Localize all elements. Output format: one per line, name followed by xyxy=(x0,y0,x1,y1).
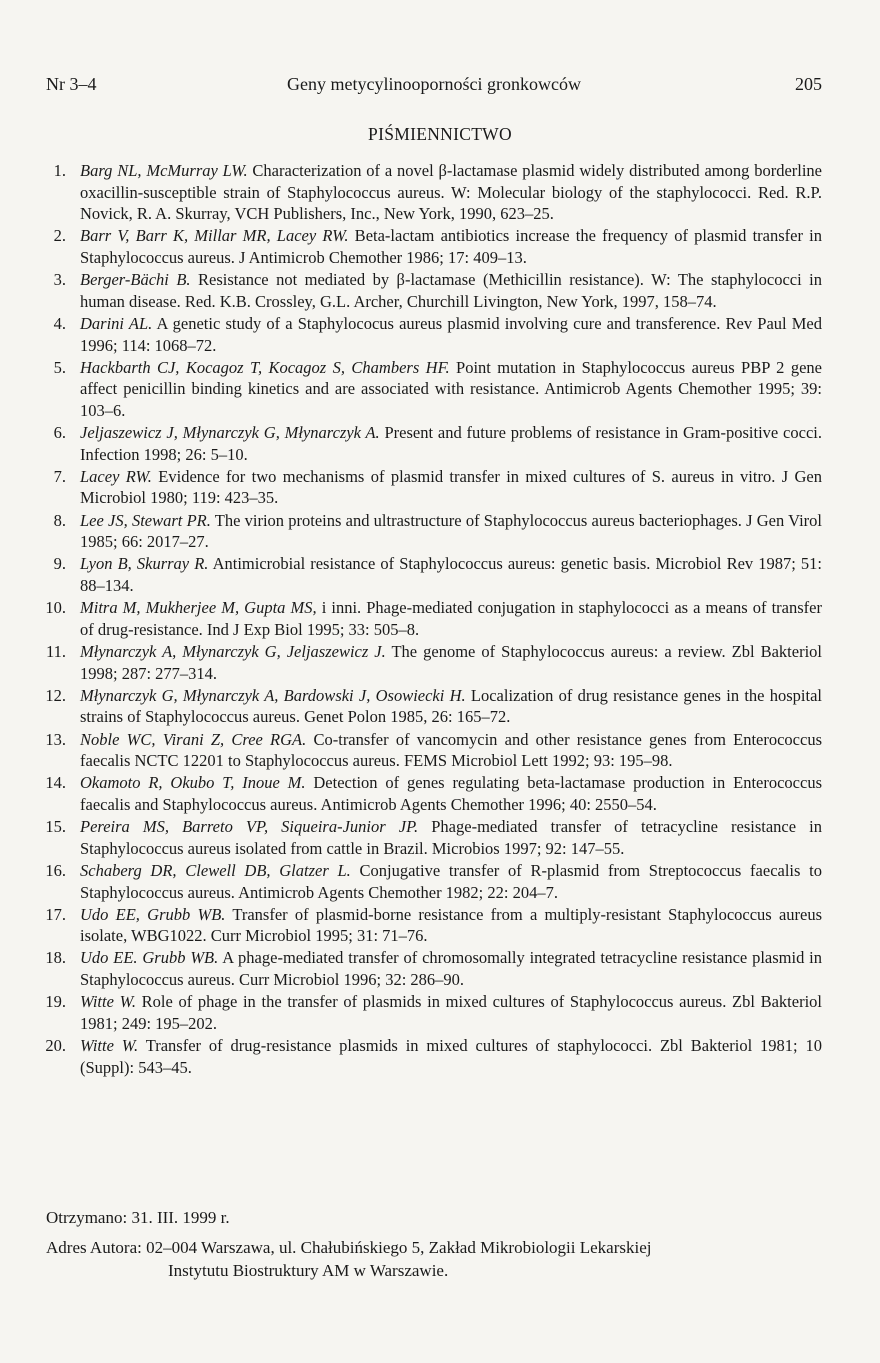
reference-item xyxy=(34,269,822,312)
reference-number: 5. xyxy=(53,357,66,377)
reference-authors: Udo EE. Grubb WB. xyxy=(80,948,219,968)
reference-text: Characterization of a novel β-lactamase plasmid widely distributed among borderline oxacillin-susceptible strain of Staphylococcus aureus. W: Molecular biology of the staphylococci. Red. R.P. Novick, R. A. Skurray, VCH Publishers, Inc., New York, 1990, 623–25. xyxy=(80,161,823,224)
reference-item xyxy=(34,772,822,815)
reference-item xyxy=(34,597,822,640)
reference-authors: Berger-Bächi B. xyxy=(80,270,191,290)
article-footer xyxy=(46,1206,826,1282)
reference-list xyxy=(34,160,822,1079)
reference-text: The virion proteins and ultrastructure of Staphylococcus aureus bacteriophages. J Gen Virol 1985; 66: 2017–27. xyxy=(80,510,822,552)
reference-text: Resistance not mediated by β-lactamase (Methicillin resistance). W: The staphylococci in human disease. Red. K.B. Crossley, G.L. Archer, Churchill Livington, New York, 1997, 158–74. xyxy=(80,270,822,311)
reference-item xyxy=(34,860,822,903)
reference-text: Transfer of drug-resistance plasmids in mixed cultures of staphylococci. Zbl Bakteriol 1981; 10 (Suppl): 543–45. xyxy=(80,1036,822,1077)
reference-authors: Hackbarth CJ, Kocagoz T, Kocagoz S, Chambers HF. xyxy=(80,357,450,377)
reference-text: Co-transfer of vancomycin and other resistance genes from Enterococcus faecalis NCTC 12201 to Staphylococcus aureus. FEMS Microbiol Lett 1992; 93: 195–98. xyxy=(80,729,822,771)
reference-authors: Noble WC, Virani Z, Cree RGA. xyxy=(80,729,307,749)
reference-authors: Schaberg DR, Clewell DB, Glatzer L. xyxy=(80,860,351,880)
reference-number: 12. xyxy=(45,685,66,705)
reference-text: Phage-mediated transfer of tetracycline resistance in Staphylococcus aureus isolated from cattle in Brazil. Microbios 1997; 92: 147–55. xyxy=(80,817,822,858)
issue-number: Nr 3–4 xyxy=(46,74,97,94)
reference-authors: Młynarczyk G, Młynarczyk A, Bardowski J, Osowiecki H. xyxy=(80,685,466,705)
reference-item xyxy=(34,641,822,684)
section-title: PIŚMIENNICTWO xyxy=(368,124,512,144)
reference-text: Role of phage in the transfer of plasmids in mixed cultures of Staphylococcus aureus. Zbl Bakteriol 1981; 249: 195–202. xyxy=(80,992,822,1033)
reference-authors: Lee JS, Stewart PR. xyxy=(80,510,211,530)
reference-authors: Młynarczyk A, Młynarczyk G, Jeljaszewicz J. xyxy=(80,642,386,661)
reference-item xyxy=(34,160,822,225)
reference-authors: Pereira MS, Barreto VP, Siqueira-Junior JP. xyxy=(80,817,419,837)
reference-text: Present and future problems of resistance in Gram-positive cocci. Infection 1998; 26: 5–10. xyxy=(80,423,822,464)
reference-item xyxy=(34,947,822,990)
reference-authors: Jeljaszewicz J, Młynarczyk G, Młynarczyk A. xyxy=(80,423,380,443)
reference-authors: Darini AL. xyxy=(80,313,153,333)
reference-item xyxy=(34,422,822,465)
reference-authors: Lacey RW. xyxy=(80,466,152,486)
reference-authors: Barr V, Barr K, Millar MR, Lacey RW. xyxy=(80,226,349,246)
author-address-institution: Instytutu Biostruktury AM w Warszawie. xyxy=(168,1261,449,1280)
reference-authors: Lyon B, Skurray R. xyxy=(80,554,209,574)
reference-number: 10. xyxy=(45,598,66,618)
reference-item xyxy=(34,466,822,509)
reference-text: A phage-mediated transfer of chromosomally integrated tetracycline resistance plasmid in Staphylococcus aureus. Curr Microbiol 1996; 32: 286–90. xyxy=(80,948,822,990)
reference-item xyxy=(34,991,822,1034)
reference-item xyxy=(34,1035,822,1078)
page-header xyxy=(46,74,822,98)
received-date: Otrzymano: 31. III. 1999 r. xyxy=(46,1208,230,1227)
reference-text: Evidence for two mechanisms of plasmid transfer in mixed cultures of S. aureus in vitro. J Gen Microbiol 1980; 119: 423–35. xyxy=(80,466,822,508)
reference-item xyxy=(34,685,822,728)
reference-item xyxy=(34,510,822,553)
reference-number: 13. xyxy=(45,729,66,749)
reference-authors: Barg NL, McMurray LW. xyxy=(80,161,248,180)
reference-authors: Witte W. xyxy=(80,1036,139,1056)
reference-text: Localization of drug resistance genes in the hospital strains of Staphylococcus aureus. Genet Polon 1985, 26: 165–72. xyxy=(80,685,822,727)
reference-number: 8. xyxy=(53,510,66,530)
reference-text: Beta-lactam antibiotics increase the frequency of plasmid transfer in Staphylococcus aureus. J Antimicrob Chemother 1986; 17: 409–13. xyxy=(80,226,822,267)
reference-number: 14. xyxy=(45,773,66,793)
reference-text: Conjugative transfer of R-plasmid from Streptococcus faecalis to Staphylococcus aureus. Antimicrob Agents Chemother 1982; 22: 204–7. xyxy=(80,860,822,902)
reference-number: 16. xyxy=(45,860,66,880)
reference-text: Detection of genes regulating beta-lactamase production in Enterococcus faecalis and Staphylococcus aureus. Antimicrob Agents Chemother 1996; 40: 2550–54. xyxy=(80,773,823,814)
reference-item xyxy=(34,357,822,422)
reference-authors: Udo EE, Grubb WB. xyxy=(80,904,226,924)
reference-number: 6. xyxy=(53,423,66,443)
reference-text: Point mutation in Staphylococcus aureus PBP 2 gene affect penicillin binding kinetics and are associated with resistance. Antimicrob Agents Chemother 1995; 39: 103–6. xyxy=(80,357,822,420)
reference-item xyxy=(34,816,822,859)
reference-text: Antimicrobial resistance of Staphylococcus aureus: genetic basis. Microbiol Rev 1987; 51: 88–134. xyxy=(80,554,822,596)
reference-number: 7. xyxy=(53,466,66,486)
reference-text: The genome of Staphylococcus aureus: a review. Zbl Bakteriol 1998; 287: 277–314. xyxy=(80,642,822,683)
reference-number: 9. xyxy=(53,554,66,574)
reference-number: 2. xyxy=(53,226,66,246)
reference-number: 18. xyxy=(45,948,66,968)
running-title: Geny metycylinooporności gronkowców xyxy=(287,74,581,94)
author-address: Adres Autora: 02–004 Warszawa, ul. Chałubińskiego 5, Zakład Mikrobiologii Lekarskiej xyxy=(46,1238,652,1257)
reference-item xyxy=(34,553,822,596)
reference-authors: Witte W. xyxy=(80,992,136,1012)
reference-text: A genetic study of a Staphylococus aureus plasmid involving cure and transference. Rev Paul Med 1996; 114: 1068–72. xyxy=(80,313,822,355)
reference-number: 1. xyxy=(53,161,66,180)
reference-text: i inni. Phage-mediated conjugation in staphylococci as a means of transfer of drug-resistance. Ind J Exp Biol 1995; 33: 505–8. xyxy=(80,598,822,639)
reference-item xyxy=(34,729,822,772)
reference-number: 20. xyxy=(45,1036,66,1056)
reference-number: 19. xyxy=(45,992,66,1012)
reference-number: 17. xyxy=(45,904,66,924)
reference-authors: Okamoto R, Okubo T, Inoue M. xyxy=(80,773,306,793)
reference-item xyxy=(34,904,822,947)
reference-authors: Mitra M, Mukherjee M, Gupta MS, xyxy=(80,598,317,618)
reference-text: Transfer of plasmid-borne resistance from a multiply-resistant Staphylococcus aureus isolate, WBG1022. Curr Microbiol 1995; 31: 71–76. xyxy=(80,904,823,946)
page-number: 205 xyxy=(795,74,822,94)
reference-number: 3. xyxy=(53,270,66,290)
reference-number: 4. xyxy=(53,313,66,333)
reference-number: 15. xyxy=(45,817,66,837)
reference-number: 11. xyxy=(45,642,66,661)
reference-item xyxy=(34,313,822,356)
reference-item xyxy=(34,225,822,268)
